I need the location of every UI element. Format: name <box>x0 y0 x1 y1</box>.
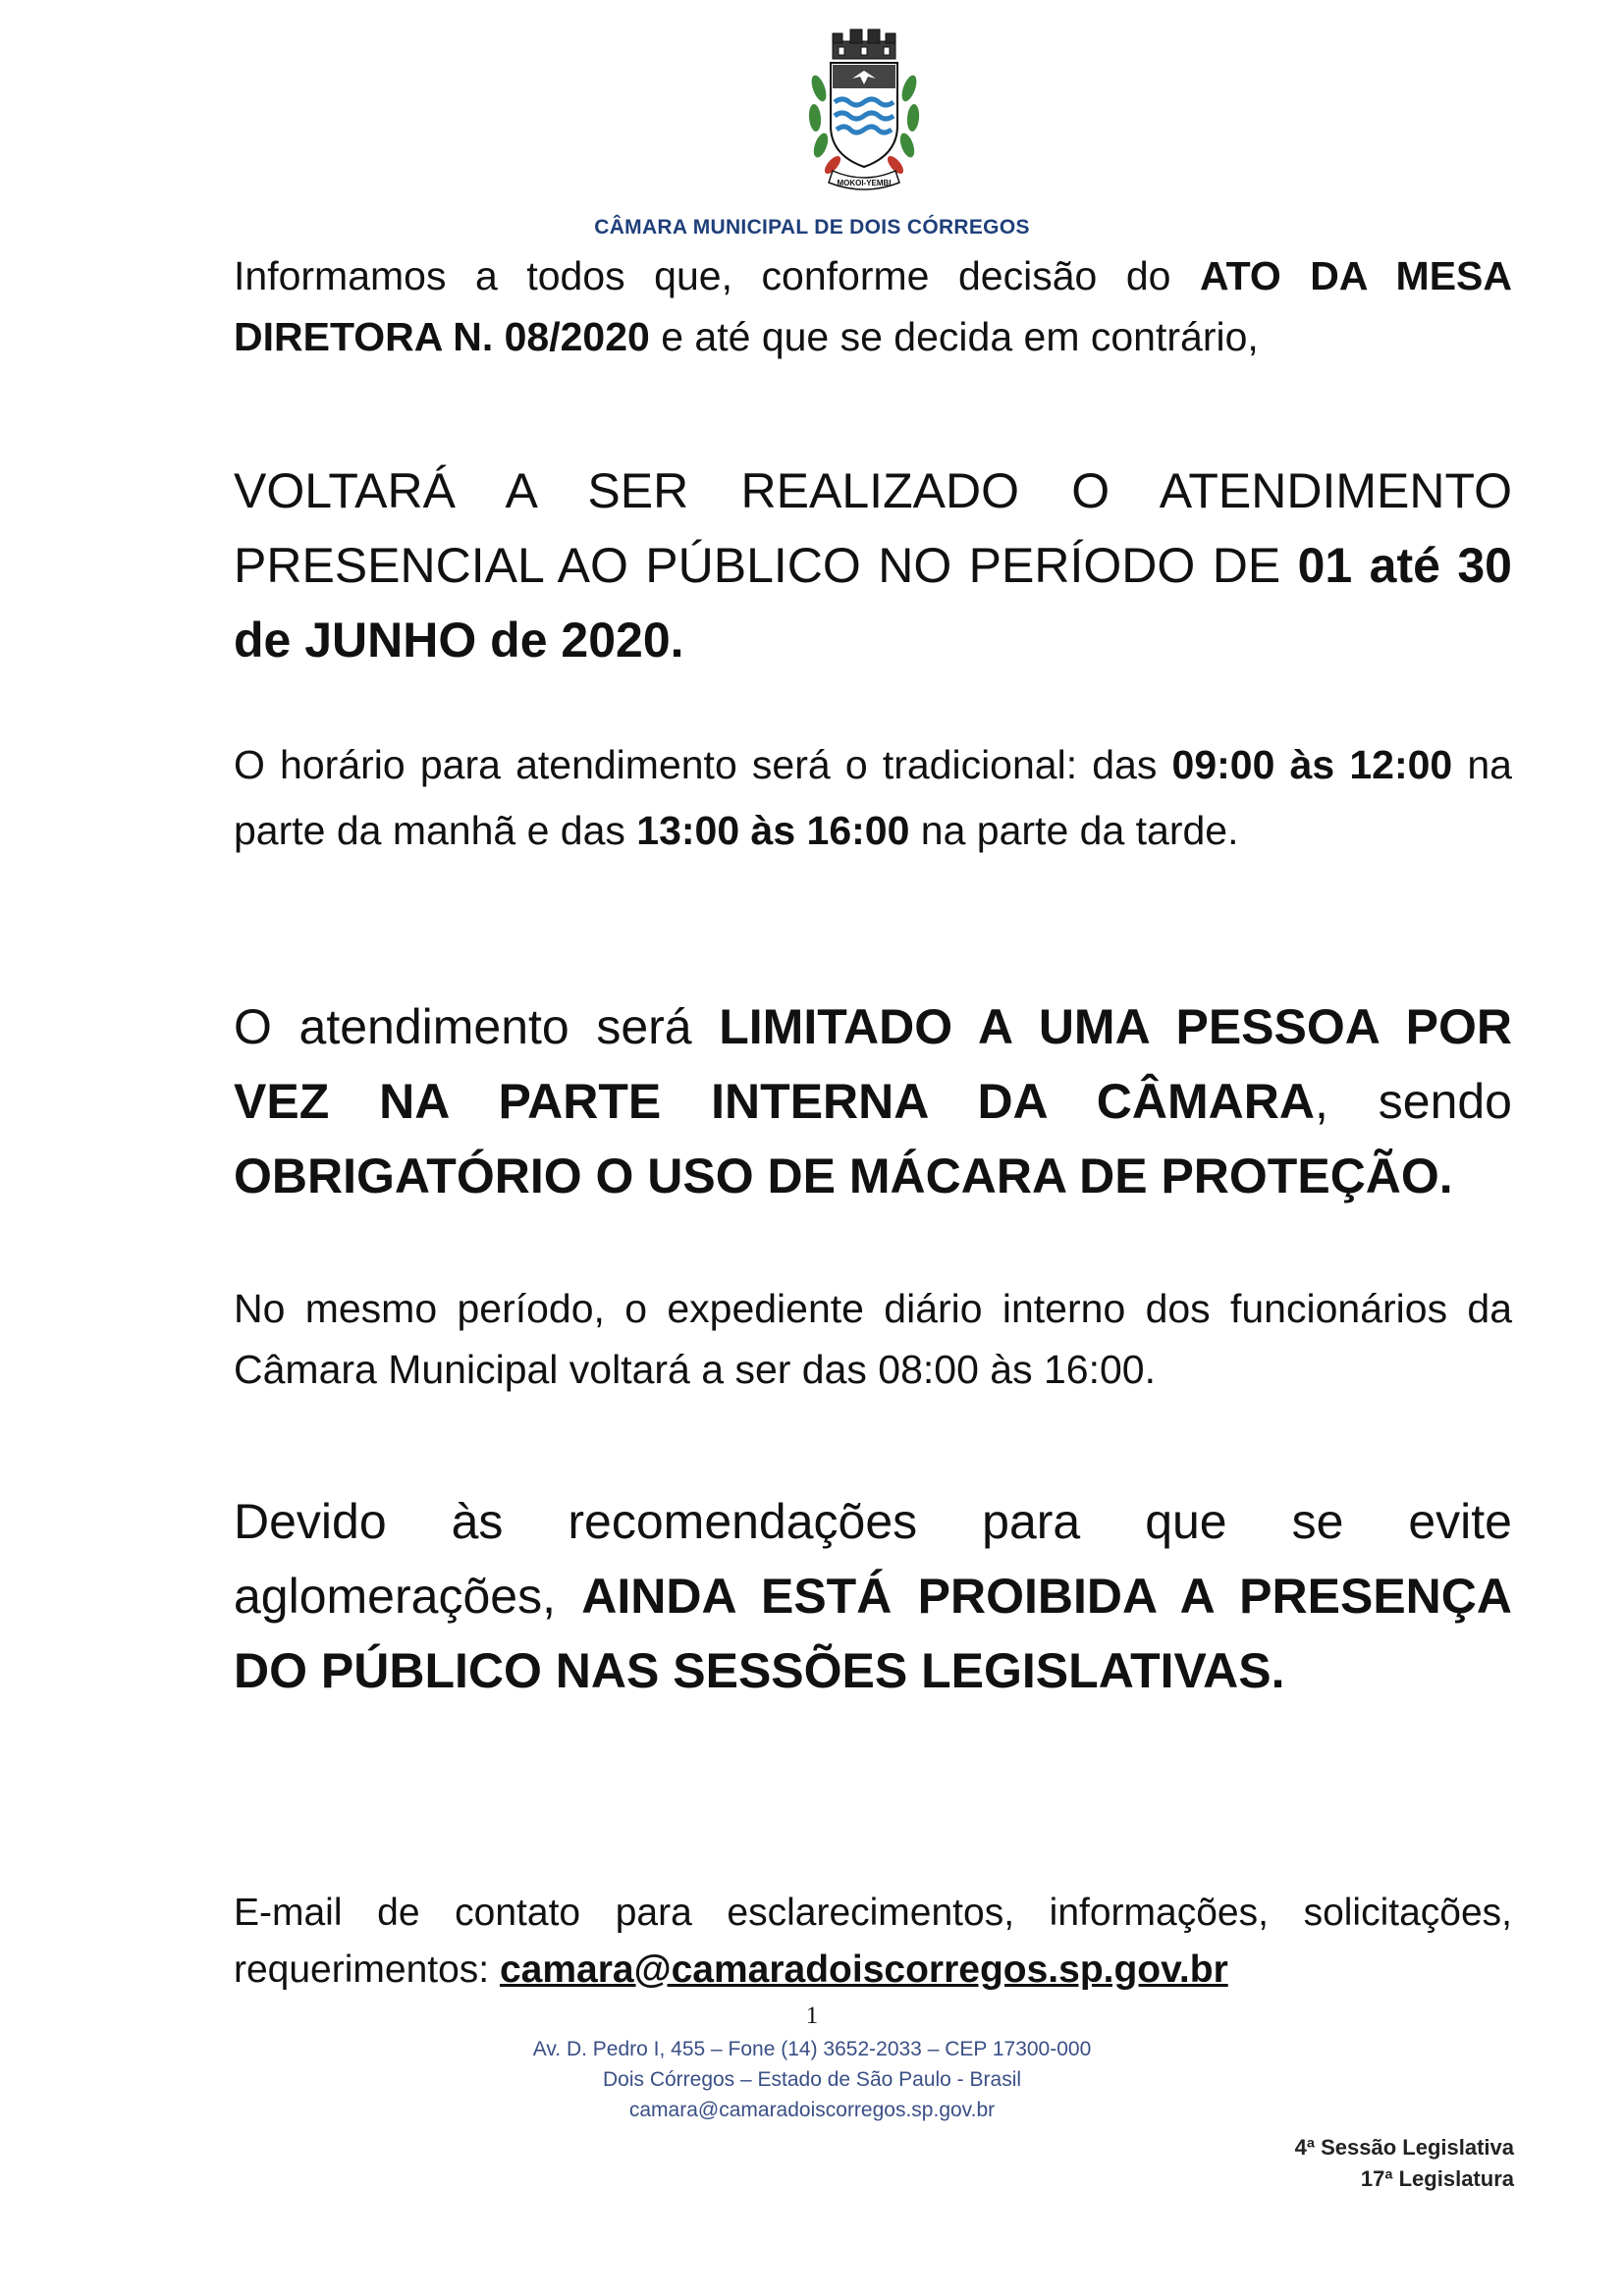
sessions-paragraph: Devido às recomendações para que se evite aglomerações, AINDA ESTÁ PROIBIDA A PRESENÇA DO PÚBLICO NAS SESSÕES LEGISLATIVAS. <box>234 1494 1512 1698</box>
crest-motto: MOKOI-YEMBI <box>837 179 892 187</box>
reopening-paragraph: VOLTARÁ A SER REALIZADO O ATENDIMENTO PRESENCIAL AO PÚBLICO NO PERÍODO DE 01 até 30 de JUNHO de 2020. <box>234 463 1512 667</box>
limit-paragraph: O atendimento será LIMITADO A UMA PESSOA POR VEZ NA PARTE INTERNA DA CÂMARA, sendo OBRIGATÓRIO O USO DE MÁCARA DE PROTEÇÃO. <box>234 999 1512 1203</box>
crown-icon <box>833 29 895 59</box>
footer-address-line: Av. D. Pedro I, 455 – Fone (14) 3652-2033 – CEP 17300-000 <box>532 2038 1092 2060</box>
footer-city-line: Dois Córregos – Estado de São Paulo - Brasil <box>602 2068 1022 2091</box>
legislative-session <box>1295 2132 1514 2195</box>
institution-name: CÂMARA MUNICIPAL DE DOIS CÓRREGOS <box>594 216 1030 239</box>
staff-hours-paragraph: No mesmo período, o expediente diário interno dos funcionários da Câmara Municipal voltará a ser das 08:00 às 16:00. <box>234 1286 1512 1392</box>
footer-address <box>0 2034 1624 2125</box>
footer-email-line: camara@camaradoiscorregos.sp.gov.br <box>628 2099 996 2121</box>
contact-paragraph: E-mail de contato para esclarecimentos, informações, solicitações, requerimentos: camara@camaradoiscorregos.sp.gov.br <box>234 1892 1512 1991</box>
session-line: 4ª Sessão Legislativa <box>1294 2135 1514 2160</box>
intro-paragraph: Informamos a todos que, conforme decisão do ATO DA MESA DIRETORA N. 08/2020 e até que se decida em contrário, <box>234 253 1513 359</box>
hours-paragraph: O horário para atendimento será o tradicional: das 09:00 às 12:00 na parte da manhã e das 13:00 às 16:00 na parte da tarde. <box>234 742 1512 853</box>
page-number: 1 <box>805 2002 819 2029</box>
municipal-crest-logo <box>803 27 925 194</box>
legislature-line: 17ª Legislatura <box>1360 2166 1514 2191</box>
contact-email-link[interactable]: camara@camaradoiscorregos.sp.gov.br <box>499 1949 1228 1991</box>
